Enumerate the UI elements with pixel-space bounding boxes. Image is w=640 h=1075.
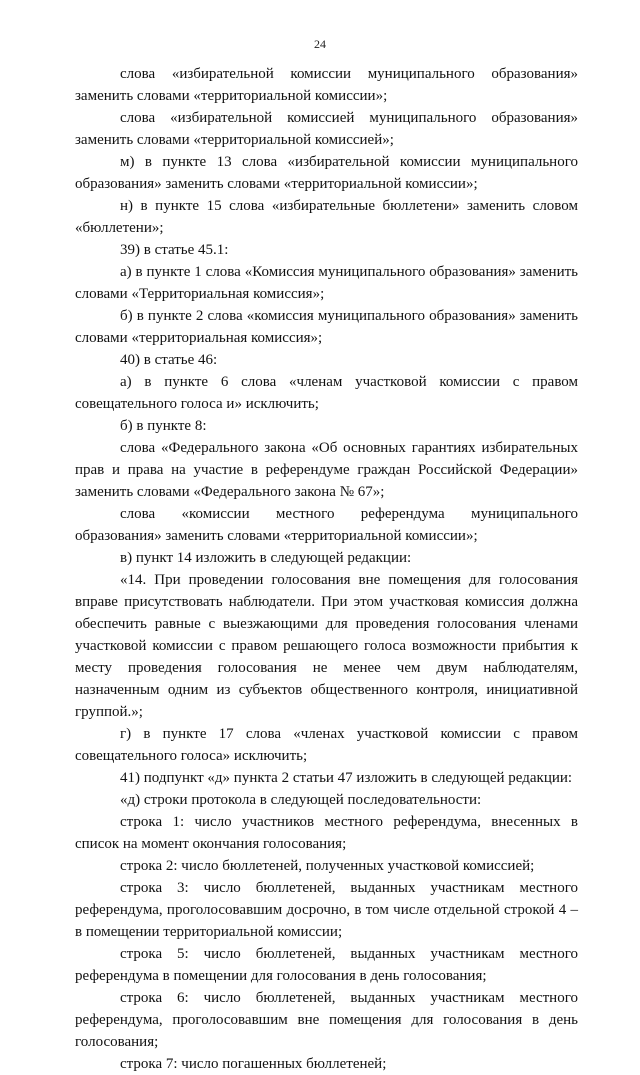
paragraph: а) в пункте 6 слова «членам участковой комиссии с правом совещательного голоса и» исключить; [75,374,578,412]
paragraph: строка 7: число погашенных бюллетеней; [120,1056,387,1072]
paragraph: строка 6: число бюллетеней, выданных участникам местного референдума, проголосовавшим вне помещения для голосования в день голосования; [75,990,578,1050]
paragraph: в) пункт 14 изложить в следующей редакции: [120,550,412,566]
paragraph: «14. При проведении голосования вне помещения для голосования вправе присутствовать наблюдатели. При этом участковая комиссия должна обеспечить равные с выезжающими для проведения голосования членами участковой комиссии с правом решающего голоса возможности прибытия к месту проведения голосования не менее чем двум наблюдателям, назначенным одним из субъектов общественного контроля, инициативной группой.»; [75,572,578,720]
paragraph: слова «избирательной комиссии муниципального образования» заменить словами «территориальной комиссии»; [75,66,578,104]
paragraph: 39) в статье 45.1: [120,242,229,258]
paragraph: 41) подпункт «д» пункта 2 статьи 47 изложить в следующей редакции: [120,770,573,786]
paragraph: а) в пункте 1 слова «Комиссия муниципального образования» заменить словами «Территориальная комиссия»; [75,264,578,302]
page-number: 24 [314,37,326,51]
paragraph: б) в пункте 8: [120,418,207,434]
paragraph: строка 1: число участников местного референдума, внесенных в список на момент окончания голосования; [75,814,578,852]
paragraph: слова «комиссии местного референдума муниципального образования» заменить словами «территориальной комиссии»; [75,506,578,544]
paragraph: 40) в статье 46: [120,352,218,368]
document-body [75,63,578,1075]
paragraph: строка 2: число бюллетеней, полученных участковой комиссией; [120,858,535,874]
paragraph: слова «избирательной комиссией муниципального образования» заменить словами «территориальной комиссией»; [75,110,578,148]
paragraph: строка 5: число бюллетеней, выданных участникам местного референдума в помещении для голосования в день голосования; [75,946,578,984]
paragraph: «д) строки протокола в следующей последовательности: [120,792,482,808]
paragraph: м) в пункте 13 слова «избирательной комиссии муниципального образования» заменить словами «территориальной комиссии»; [75,154,578,192]
paragraph: слова «Федерального закона «Об основных гарантиях избирательных прав и права на участие в референдуме граждан Российской Федерации» заменить словами «Федерального закона № 67»; [75,440,578,500]
paragraph: г) в пункте 17 слова «членах участковой комиссии с правом совещательного голоса» исключить; [75,726,578,764]
paragraph: н) в пункте 15 слова «избирательные бюллетени» заменить словом «бюллетени»; [75,198,578,236]
paragraph: строка 3: число бюллетеней, выданных участникам местного референдума, проголосовавшим досрочно, в том числе отдельной строкой 4 – в помещении территориальной комиссии; [75,880,578,940]
paragraph: б) в пункте 2 слова «комиссия муниципального образования» заменить словами «территориальная комиссия»; [75,308,578,346]
